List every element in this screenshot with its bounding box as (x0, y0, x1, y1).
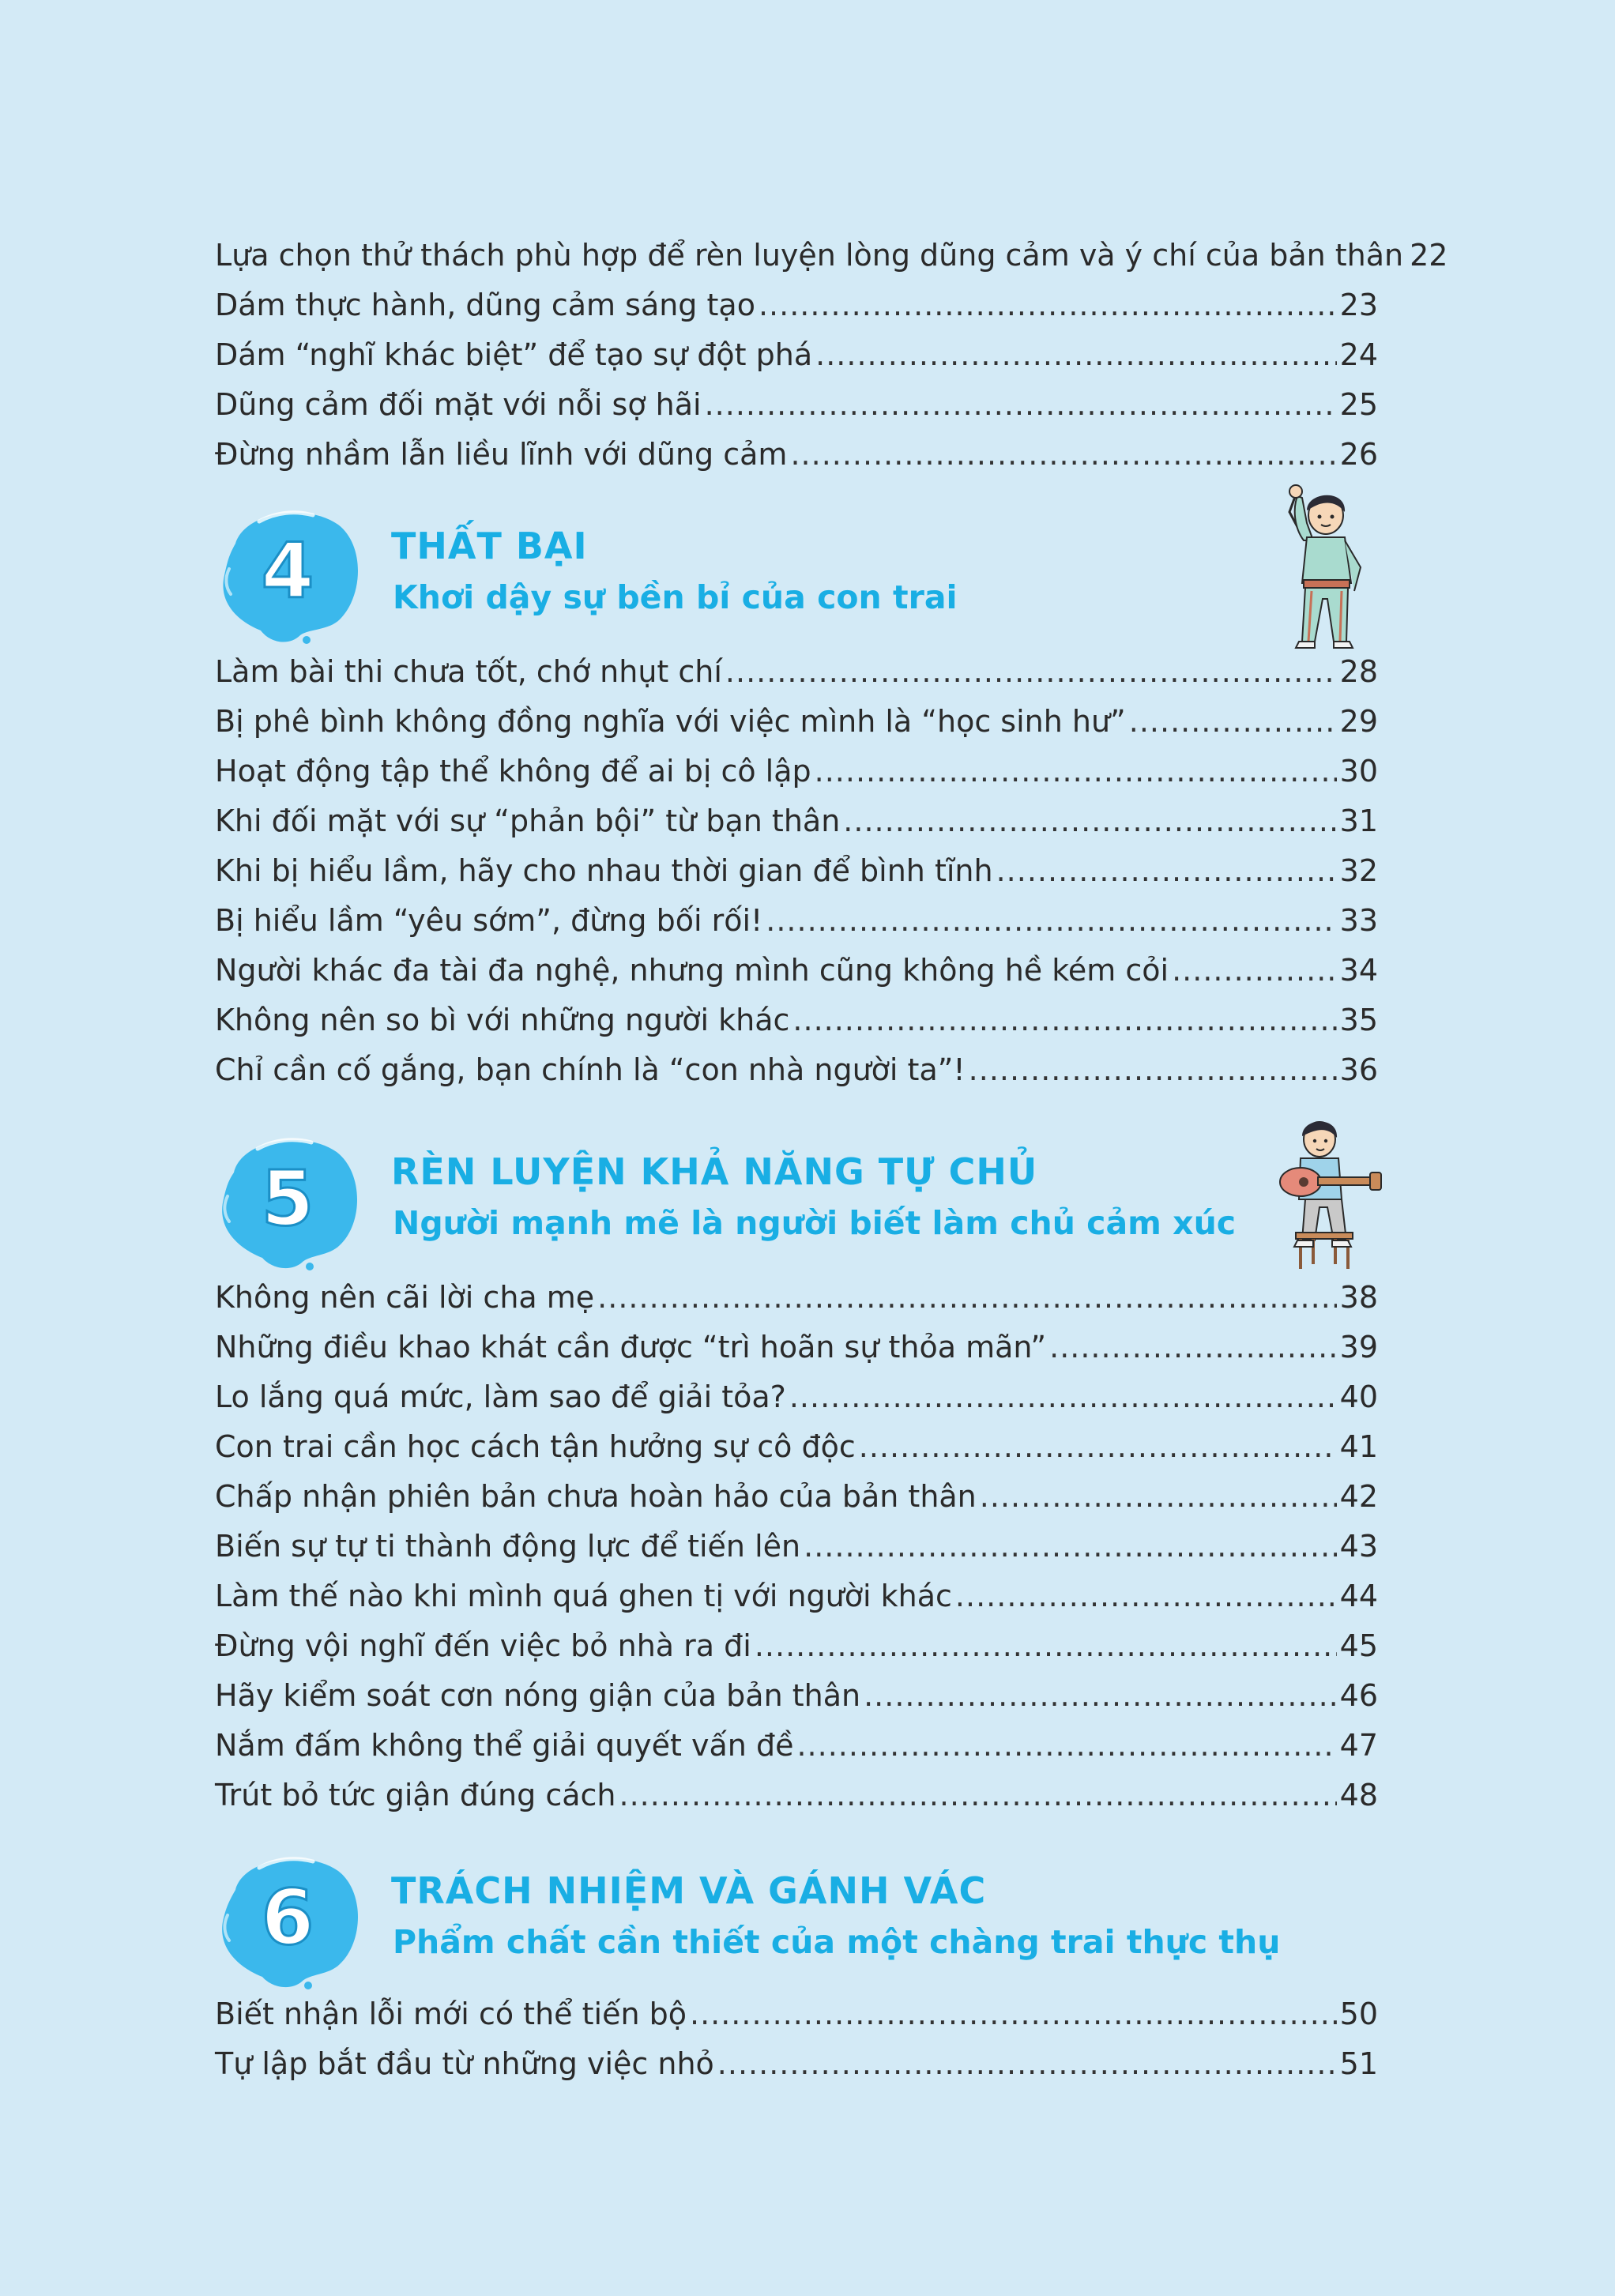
toc-entry-page: 26 (1339, 437, 1378, 472)
toc-entry-page: 46 (1339, 1678, 1378, 1713)
leader-dots (690, 1989, 1337, 2039)
chapter-5-header (213, 1128, 1399, 1270)
toc-entry-title: Nắm đấm không thể giải quyết vấn đề (215, 1728, 794, 1763)
toc-entry-title: Bị phê bình không đồng nghĩa với việc mình là “học sinh hư” (215, 704, 1126, 739)
leader-dots (969, 1045, 1337, 1095)
leader-dots (815, 330, 1337, 380)
toc-entry-title: Không nên cãi lời cha mẹ (215, 1280, 595, 1315)
toc-entry-page: 24 (1339, 337, 1378, 372)
leader-dots (619, 1771, 1337, 1820)
leader-dots (792, 996, 1336, 1045)
toc-chapter-5-list (215, 1273, 1378, 1820)
toc-entry[interactable] (215, 1372, 1378, 1422)
toc-entry-title: Khi đối mặt với sự “phản bội” từ bạn thân (215, 804, 841, 838)
toc-entry-page: 41 (1339, 1429, 1378, 1464)
toc-entry[interactable] (215, 1273, 1378, 1323)
chapter-title: THẤT BẠI (391, 525, 588, 567)
toc-entry-title: Con trai cần học cách tận hưởng sự cô độc (215, 1429, 856, 1464)
toc-entry-page: 25 (1339, 387, 1378, 422)
chapter-number-badge (213, 1128, 363, 1270)
toc-entry-title: Lo lắng quá mức, làm sao để giải tỏa? (215, 1379, 786, 1414)
toc-entry-title: Đừng vội nghĩ đến việc bỏ nhà ra đi (215, 1628, 751, 1663)
chapter-number: 5 (261, 1154, 314, 1243)
leader-dots (790, 430, 1336, 480)
toc-entry-title: Dám “nghĩ khác biệt” để tạo sự đột phá (215, 337, 813, 372)
chapter-4-header (213, 502, 1399, 645)
leader-dots (804, 1522, 1337, 1571)
chapter-6-header (213, 1847, 1399, 1989)
toc-entry-page: 43 (1339, 1529, 1378, 1564)
toc-entry-title: Dũng cảm đối mặt với nỗi sợ hãi (215, 387, 702, 422)
toc-entry-title: Làm bài thi chưa tốt, chớ nhụt chí (215, 654, 722, 689)
toc-entry[interactable] (215, 1721, 1378, 1771)
leader-dots (843, 796, 1336, 846)
leader-dots (796, 1721, 1336, 1771)
toc-entry-page: 39 (1339, 1330, 1378, 1364)
toc-entry-title: Lựa chọn thử thách phù hợp để rèn luyện lòng dũng cảm và ý chí của bản thân (215, 238, 1404, 273)
leader-dots (815, 747, 1337, 796)
toc-entry-page: 32 (1339, 853, 1378, 888)
toc-entry[interactable] (215, 896, 1378, 946)
toc-entry[interactable] (215, 1045, 1378, 1095)
toc-entry-page: 44 (1339, 1579, 1378, 1613)
toc-entry-title: Người khác đa tài đa nghệ, nhưng mình cũng không hề kém cỏi (215, 953, 1169, 988)
leader-dots (597, 1273, 1336, 1323)
toc-entry[interactable] (215, 231, 1448, 280)
toc-entry-page: 45 (1339, 1628, 1378, 1663)
leader-dots (1129, 697, 1337, 747)
chapter-number-badge (213, 502, 363, 645)
toc-entry[interactable] (215, 380, 1378, 430)
toc-entry[interactable] (215, 2039, 1378, 2089)
toc-entry[interactable] (215, 330, 1378, 380)
toc-entry[interactable] (215, 430, 1378, 480)
leader-dots (980, 1472, 1337, 1522)
toc-entry-title: Chấp nhận phiên bản chưa hoàn hảo của bản thân (215, 1479, 977, 1514)
toc-entry-page: 48 (1339, 1778, 1378, 1812)
leader-dots (1172, 946, 1337, 996)
toc-entry[interactable] (215, 647, 1378, 697)
toc-entry[interactable] (215, 1571, 1378, 1621)
toc-entry-page: 42 (1339, 1479, 1378, 1514)
toc-chapter-6-list (215, 1989, 1378, 2089)
chapter-subtitle: Khơi dậy sự bền bỉ của con trai (393, 578, 958, 616)
toc-entry[interactable] (215, 996, 1378, 1045)
boy-waving-icon (1278, 480, 1373, 656)
leader-dots (766, 896, 1336, 946)
toc-entry[interactable] (215, 1621, 1378, 1671)
chapter-title: RÈN LUYỆN KHẢ NĂNG TỰ CHỦ (391, 1150, 1038, 1193)
leader-dots (955, 1571, 1337, 1621)
toc-entry-page: 51 (1339, 2046, 1378, 2081)
toc-entry-page: 36 (1339, 1052, 1378, 1087)
leader-dots (859, 1422, 1337, 1472)
toc-entry-title: Hãy kiểm soát cơn nóng giận của bản thân (215, 1678, 861, 1713)
toc-entry[interactable] (215, 946, 1378, 996)
chapter-title: TRÁCH NHIỆM VÀ GÁNH VÁC (391, 1869, 987, 1912)
toc-entry-title: Những điều khao khát cần được “trì hoãn sự thỏa mãn” (215, 1330, 1047, 1364)
leader-dots (705, 380, 1337, 430)
chapter-subtitle: Người mạnh mẽ là người biết làm chủ cảm xúc (393, 1204, 1237, 1242)
chapter-number: 4 (261, 527, 314, 615)
toc-entry-page: 34 (1339, 953, 1378, 988)
toc-entry-page: 47 (1339, 1728, 1378, 1763)
toc-entry-page: 29 (1339, 704, 1378, 739)
toc-entry[interactable] (215, 796, 1378, 846)
leader-dots (996, 846, 1337, 896)
toc-entry-title: Bị hiểu lầm “yêu sớm”, đừng bối rối! (215, 903, 763, 938)
toc-entry-title: Hoạt động tập thể không để ai bị cô lập (215, 754, 811, 789)
toc-entry-page: 33 (1339, 903, 1378, 938)
toc-entry-title: Biết nhận lỗi mới có thể tiến bộ (215, 1997, 687, 2031)
toc-entry[interactable] (215, 1323, 1378, 1372)
toc-entry-page: 28 (1339, 654, 1378, 689)
toc-entry-title: Khi bị hiểu lầm, hãy cho nhau thời gian để bình tĩnh (215, 853, 993, 888)
leader-dots (759, 280, 1337, 330)
toc-entry-title: Trút bỏ tức giận đúng cách (215, 1778, 616, 1812)
toc-entry-page: 31 (1339, 804, 1378, 838)
toc-entry-page: 50 (1339, 1997, 1378, 2031)
toc-entry[interactable] (215, 1671, 1378, 1721)
chapter-number: 6 (261, 1873, 314, 1962)
toc-entry-page: 40 (1339, 1379, 1378, 1414)
toc-entry-page: 22 (1410, 238, 1448, 273)
boy-guitar-icon (1274, 1114, 1383, 1272)
leader-dots (717, 2039, 1337, 2089)
toc-entry-title: Đừng nhầm lẫn liều lĩnh với dũng cảm (215, 437, 788, 472)
toc-entry-page: 30 (1339, 754, 1378, 789)
leader-dots (725, 647, 1337, 697)
toc-entry[interactable] (215, 1771, 1378, 1820)
toc-entry-page: 23 (1339, 288, 1378, 322)
toc-entry-page: 35 (1339, 1003, 1378, 1037)
toc-entry-title: Chỉ cần cố gắng, bạn chính là “con nhà người ta”! (215, 1052, 966, 1087)
toc-entry-title: Làm thế nào khi mình quá ghen tị với người khác (215, 1579, 952, 1613)
toc-entry[interactable] (215, 747, 1378, 796)
leader-dots (789, 1372, 1337, 1422)
toc-entry[interactable] (215, 697, 1378, 747)
toc-entry-title: Dám thực hành, dũng cảm sáng tạo (215, 288, 755, 322)
toc-entry[interactable] (215, 1472, 1378, 1522)
chapter-number-badge (213, 1847, 363, 1989)
leader-dots (1049, 1323, 1337, 1372)
toc-section-a (215, 231, 1448, 480)
leader-dots (755, 1621, 1337, 1671)
toc-entry[interactable] (215, 1522, 1378, 1571)
toc-entry-title: Không nên so bì với những người khác (215, 1003, 790, 1037)
toc-entry[interactable] (215, 1989, 1378, 2039)
toc-entry-title: Biến sự tự ti thành động lực để tiến lên (215, 1529, 801, 1564)
toc-entry[interactable] (215, 280, 1378, 330)
toc-entry[interactable] (215, 846, 1378, 896)
toc-entry-page: 38 (1339, 1280, 1378, 1315)
leader-dots (864, 1671, 1337, 1721)
toc-chapter-4-list (215, 647, 1378, 1095)
chapter-subtitle: Phẩm chất cần thiết của một chàng trai thực thụ (393, 1923, 1281, 1961)
toc-entry[interactable] (215, 1422, 1378, 1472)
toc-entry-title: Tự lập bắt đầu từ những việc nhỏ (215, 2046, 714, 2081)
